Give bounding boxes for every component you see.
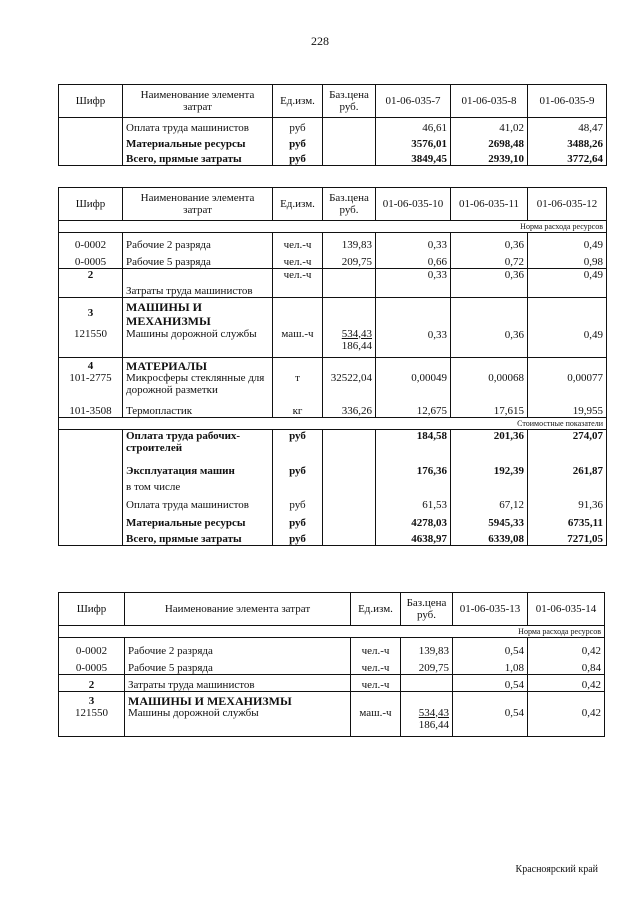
- row-price-secondary: 186,44: [418, 718, 449, 731]
- row-price-secondary: 186,44: [341, 339, 372, 352]
- row-price: 209,75: [323, 251, 376, 269]
- header-col-1: 01-06-035-7: [376, 85, 451, 118]
- row-unit: т: [273, 372, 323, 402]
- row-value: 0,54: [453, 675, 528, 692]
- footer-region: Красноярский край: [515, 864, 598, 875]
- section-title: МАШИНЫ И МЕХАНИЗМЫ: [125, 692, 351, 707]
- row-code: 0-0005: [59, 251, 123, 269]
- row-value: 17,615: [451, 402, 528, 418]
- cost-row: [59, 460, 607, 477]
- header-col-1: 01-06-035-13: [453, 593, 528, 626]
- row-name: Всего, прямые затраты: [123, 150, 273, 166]
- row-price: 32522,04: [323, 372, 376, 402]
- row-price: 209,75: [401, 657, 453, 675]
- row-value: 0,42: [528, 638, 605, 657]
- row-unit: руб: [273, 150, 323, 166]
- table-row: [59, 233, 607, 251]
- cost-row: [59, 511, 607, 529]
- section-title: МАШИНЫ И МЕХАНИЗМЫ: [123, 298, 273, 328]
- row-value: 0,36: [451, 269, 528, 298]
- cost-unit: руб: [273, 493, 323, 511]
- table-row: [59, 675, 605, 692]
- cost-value: 61,53: [376, 493, 451, 511]
- row-name: Материальные ресурсы: [123, 134, 273, 150]
- cost-unit: руб: [273, 430, 323, 460]
- cost-value: 184,58: [376, 430, 451, 460]
- row-price: 336,26: [323, 402, 376, 418]
- row-unit: маш.-ч: [273, 328, 323, 358]
- row-value: 0,36: [451, 328, 528, 358]
- row-unit: чел.-ч: [351, 657, 401, 675]
- row-name: Рабочие 2 разряда: [123, 233, 273, 251]
- row-value: 0,00077: [528, 372, 607, 402]
- row-value: 3849,45: [376, 150, 451, 166]
- header-price: Баз.цена руб.: [323, 188, 376, 221]
- cost-name: Эксплуатация машин: [123, 460, 273, 477]
- table-header: [59, 188, 607, 221]
- row-unit: чел.-ч: [273, 269, 323, 298]
- row-code: 2: [59, 269, 123, 298]
- row-code: 101-2775: [59, 372, 123, 402]
- cost-name: Материальные ресурсы: [123, 511, 273, 529]
- row-value: 0,66: [376, 251, 451, 269]
- row-value: 46,61: [376, 118, 451, 134]
- row-value: 0,49: [528, 328, 607, 358]
- row-value: 0,42: [528, 675, 605, 692]
- row-unit: руб: [273, 134, 323, 150]
- row-unit: чел.-ч: [351, 675, 401, 692]
- row-name: Затраты труда машинистов: [123, 269, 273, 298]
- header-code: Шифр: [59, 593, 125, 626]
- norm-label: Норма расхода ресурсов: [59, 626, 605, 638]
- row-value: 0,00049: [376, 372, 451, 402]
- table-row: [59, 707, 605, 737]
- header-name: Наименование элемента затрат: [123, 188, 273, 221]
- row-code: 4: [59, 358, 123, 372]
- row-value: 1,08: [453, 657, 528, 675]
- cost-value: 201,36: [451, 430, 528, 460]
- cost-value: 6735,11: [528, 511, 607, 529]
- row-value: 12,675: [376, 402, 451, 418]
- row-value: 0,33: [376, 328, 451, 358]
- table-row: [59, 328, 607, 358]
- section-title: МАТЕРИАЛЫ: [123, 358, 273, 372]
- row-price: 534,43: [418, 706, 449, 719]
- row-unit: маш.-ч: [351, 707, 401, 737]
- row-code: 3: [59, 298, 123, 328]
- header-unit: Ед.изм.: [273, 188, 323, 221]
- row-value: 2698,48: [451, 134, 528, 150]
- row-unit: кг: [273, 402, 323, 418]
- row-value: 0,54: [453, 638, 528, 657]
- row-name: Оплата труда машинистов: [123, 118, 273, 134]
- cost-value: 274,07: [528, 430, 607, 460]
- row-value: 48,47: [528, 118, 607, 134]
- row-value: 0,42: [528, 707, 605, 737]
- row-name: Машины дорожной службы: [123, 328, 273, 358]
- header-price: Баз.цена руб.: [323, 85, 376, 118]
- cost-name: Оплата труда машинистов: [123, 493, 273, 511]
- row-value: 0,49: [528, 233, 607, 251]
- header-price: Баз.цена руб.: [401, 593, 453, 626]
- table-row: [59, 298, 607, 328]
- row-value: 0,84: [528, 657, 605, 675]
- cost-value: 176,36: [376, 460, 451, 477]
- row-name: Рабочие 2 разряда: [125, 638, 351, 657]
- header-code: Шифр: [59, 188, 123, 221]
- cost-value: 7271,05: [528, 529, 607, 546]
- section-norm: [59, 221, 607, 233]
- header-col-1: 01-06-035-10: [376, 188, 451, 221]
- row-value: 41,02: [451, 118, 528, 134]
- row-value: 0,49: [528, 269, 607, 298]
- row-code: 2: [59, 675, 125, 692]
- cost-value: 261,87: [528, 460, 607, 477]
- row-price: 139,83: [401, 638, 453, 657]
- row-value: 0,98: [528, 251, 607, 269]
- row-code: 121550: [59, 328, 123, 358]
- table-row: [59, 251, 607, 269]
- header-col-2: 01-06-035-8: [451, 85, 528, 118]
- cost-row: [59, 493, 607, 511]
- row-value: 0,36: [451, 233, 528, 251]
- header-col-2: 01-06-035-11: [451, 188, 528, 221]
- table-row: [59, 638, 605, 657]
- row-name: Рабочие 5 разряда: [123, 251, 273, 269]
- row-code: 121550: [59, 707, 125, 737]
- cost-value: 91,36: [528, 493, 607, 511]
- header-unit: Ед.изм.: [351, 593, 401, 626]
- row-value: 3772,64: [528, 150, 607, 166]
- cost-value: 192,39: [451, 460, 528, 477]
- row-value: 3576,01: [376, 134, 451, 150]
- row-code: 0-0005: [59, 657, 125, 675]
- table-3: [58, 592, 605, 737]
- header-col-2: 01-06-035-14: [528, 593, 605, 626]
- table-row: [59, 134, 607, 150]
- row-code: 0-0002: [59, 233, 123, 251]
- row-unit: чел.-ч: [351, 638, 401, 657]
- table-header: [59, 593, 605, 626]
- row-value: 0,33: [376, 233, 451, 251]
- page-number: 228: [311, 34, 329, 48]
- header-name: Наименование элемента затрат: [125, 593, 351, 626]
- section-costs: [59, 418, 607, 430]
- cost-value: 67,12: [451, 493, 528, 511]
- header-unit: Ед.изм.: [273, 85, 323, 118]
- cost-unit: руб: [273, 511, 323, 529]
- row-price: 534,43: [341, 327, 372, 340]
- cost-row: [59, 477, 607, 493]
- table-row: [59, 402, 607, 418]
- row-price: 139,83: [323, 233, 376, 251]
- row-unit: чел.-ч: [273, 233, 323, 251]
- table-2: [58, 187, 607, 546]
- cost-row: [59, 430, 607, 460]
- row-name: Машины дорожной службы: [125, 707, 351, 737]
- row-unit: чел.-ч: [273, 251, 323, 269]
- row-name: Термопластик: [123, 402, 273, 418]
- row-name: Рабочие 5 разряда: [125, 657, 351, 675]
- cost-value: 5945,33: [451, 511, 528, 529]
- row-code: 3: [59, 692, 125, 707]
- row-value: 2939,10: [451, 150, 528, 166]
- header-col-3: 01-06-035-12: [528, 188, 607, 221]
- norm-label: Норма расхода ресурсов: [59, 221, 607, 233]
- row-name: Микросферы стеклянные для дорожной разметки: [123, 372, 273, 402]
- table-row: [59, 657, 605, 675]
- row-value: 0,33: [376, 269, 451, 298]
- table-1: [58, 84, 607, 166]
- cost-row: [59, 529, 607, 546]
- row-value: 0,72: [451, 251, 528, 269]
- table-row: [59, 269, 607, 298]
- header-col-3: 01-06-035-9: [528, 85, 607, 118]
- cost-label: Стоимостные показатели: [59, 418, 607, 430]
- cost-name: Всего, прямые затраты: [123, 529, 273, 546]
- row-value: 3488,26: [528, 134, 607, 150]
- section-norm: [59, 626, 605, 638]
- header-name: Наименование элемента затрат: [123, 85, 273, 118]
- row-value: 0,54: [453, 707, 528, 737]
- cost-unit: руб: [273, 460, 323, 477]
- table-row: [59, 150, 607, 166]
- row-value: 19,955: [528, 402, 607, 418]
- cost-value: 4278,03: [376, 511, 451, 529]
- cost-name: в том числе: [123, 477, 273, 493]
- cost-name: Оплата труда рабочих-строителей: [123, 430, 273, 460]
- cost-unit: руб: [273, 529, 323, 546]
- table-row: [59, 692, 605, 707]
- cost-value: 4638,97: [376, 529, 451, 546]
- table-row: [59, 118, 607, 134]
- header-code: Шифр: [59, 85, 123, 118]
- row-code: 101-3508: [59, 402, 123, 418]
- row-name: Затраты труда машинистов: [125, 675, 351, 692]
- row-unit: руб: [273, 118, 323, 134]
- row-value: 0,00068: [451, 372, 528, 402]
- cost-value: 6339,08: [451, 529, 528, 546]
- table-header: [59, 85, 607, 118]
- table-row: [59, 372, 607, 402]
- row-code: 0-0002: [59, 638, 125, 657]
- table-row: [59, 358, 607, 372]
